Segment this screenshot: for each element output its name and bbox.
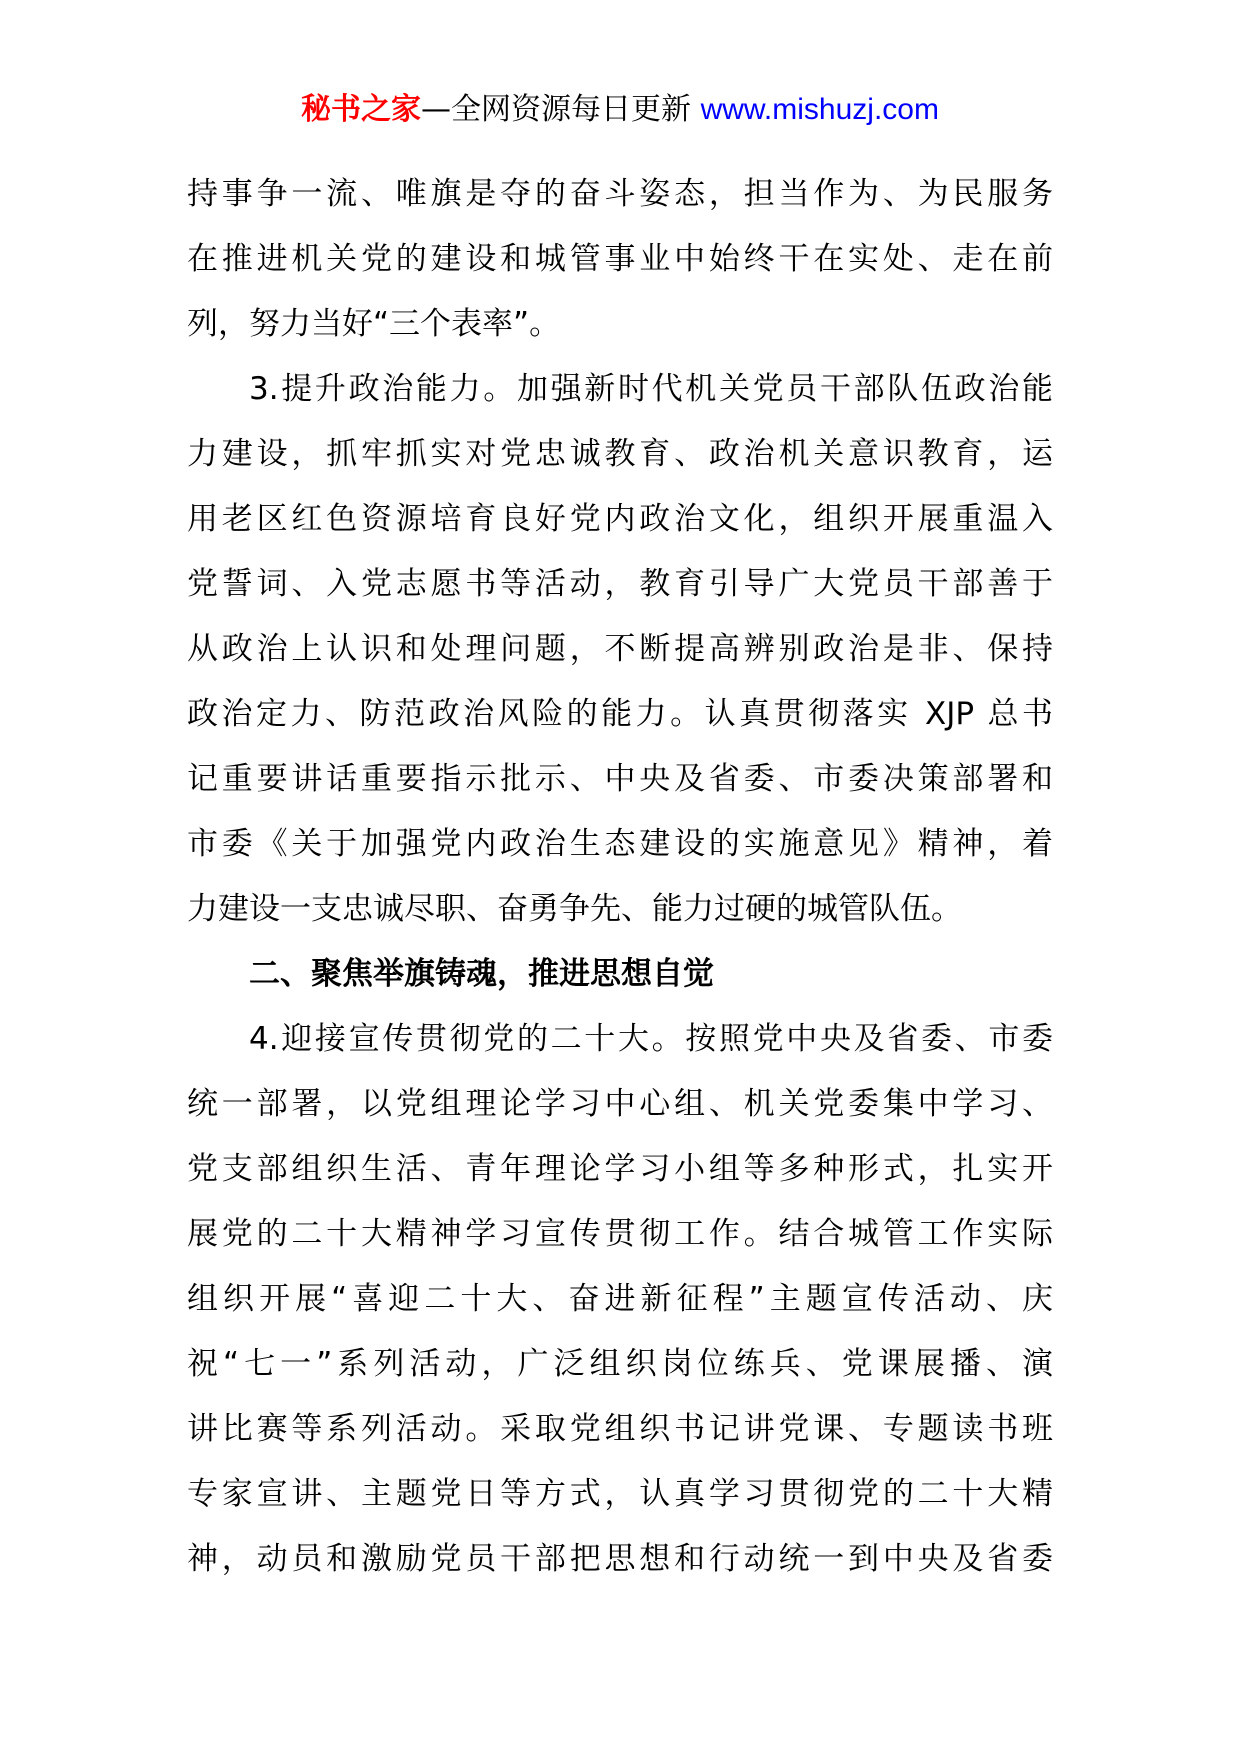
text-line: 市委《关于加强党内政治生态建设的实施意见》精神，着 [187, 826, 1053, 862]
paragraph-start-line: 3.提升政治能力。加强新时代机关党员干部队伍政治能 [249, 371, 1053, 407]
text-line: 列，努力当好“三个表率”。 [187, 306, 561, 342]
text-line: 力建设，抓牢抓实对党忠诚教育、政治机关意识教育，运 [187, 436, 1053, 472]
text-line: 祝“七一”系列活动，广泛组织岗位练兵、党课展播、演 [187, 1346, 1053, 1382]
text-line: 用老区红色资源培育良好党内政治文化，组织开展重温入 [187, 501, 1053, 537]
text-line: 从政治上认识和处理问题，不断提高辨别政治是非、保持 [187, 631, 1053, 667]
document-body [187, 162, 1053, 1592]
text-line: 记重要讲话重要指示批示、中央及省委、市委决策部署和 [187, 761, 1053, 797]
text-line: 持事争一流、唯旗是夺的奋斗姿态，担当作为、为民服务 [187, 176, 1053, 212]
text-line: 专家宣讲、主题党日等方式，认真学习贯彻党的二十大精 [187, 1476, 1053, 1512]
section-heading: 二、聚焦举旗铸魂，推进思想自觉 [249, 956, 714, 992]
text-line: 组织开展“喜迎二十大、奋进新征程”主题宣传活动、庆 [187, 1281, 1053, 1317]
site-header [0, 88, 1240, 132]
site-url[interactable]: www.mishuzj.com [700, 93, 939, 126]
text-line: 神，动员和激励党员干部把思想和行动统一到中央及省委 [187, 1541, 1053, 1577]
text-line: 政治定力、防范政治风险的能力。认真贯彻落实 XJP 总书 [187, 696, 1053, 732]
text-line: 讲比赛等系列活动。采取党组织书记讲党课、专题读书班 [187, 1411, 1053, 1447]
text-line: 党支部组织生活、青年理论学习小组等多种形式，扎实开 [187, 1151, 1053, 1187]
text-line: 力建设一支忠诚尽职、奋勇争先、能力过硬的城管队伍。 [187, 891, 962, 927]
text-line: 统一部署，以党组理论学习中心组、机关党委集中学习、 [187, 1086, 1053, 1122]
text-line: 在推进机关党的建设和城管事业中始终干在实处、走在前 [187, 241, 1053, 277]
text-line: 展党的二十大精神学习宣传贯彻工作。结合城管工作实际 [187, 1216, 1053, 1252]
header-tagline: —全网资源每日更新 [421, 92, 701, 127]
paragraph-start-line: 4.迎接宣传贯彻党的二十大。按照党中央及省委、市委 [249, 1021, 1053, 1057]
text-line: 党誓词、入党志愿书等活动，教育引导广大党员干部善于 [187, 566, 1053, 602]
brand-name: 秘书之家 [301, 92, 422, 127]
